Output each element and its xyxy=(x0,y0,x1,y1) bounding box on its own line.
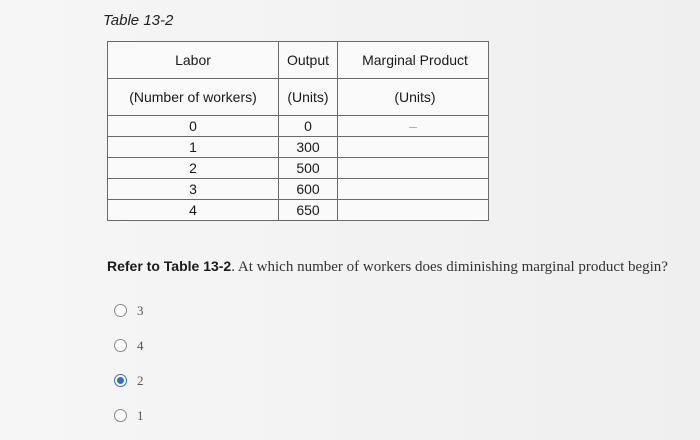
option-label: 2 xyxy=(137,372,144,388)
data-table xyxy=(107,41,489,221)
cell-mp xyxy=(338,200,489,221)
radio-button-selected[interactable] xyxy=(114,374,127,387)
table-subheader-row xyxy=(108,79,489,116)
cell-output: 600 xyxy=(279,179,338,200)
option-label: 4 xyxy=(137,337,144,353)
table-header-row xyxy=(108,42,489,79)
question-text xyxy=(107,258,668,276)
cell-mp xyxy=(338,179,489,200)
header-marginal-product: Marginal Product xyxy=(338,42,489,79)
cell-output: 650 xyxy=(279,200,338,221)
table-row xyxy=(108,158,489,179)
table-title: Table 13-2 xyxy=(103,12,174,29)
cell-mp xyxy=(338,137,489,158)
cell-workers: 1 xyxy=(108,137,279,158)
header-output-sub: (Units) xyxy=(279,79,338,116)
radio-button[interactable] xyxy=(114,304,127,317)
cell-output: 300 xyxy=(279,137,338,158)
option-3[interactable] xyxy=(114,293,144,328)
radio-button[interactable] xyxy=(114,409,127,422)
radio-button[interactable] xyxy=(114,339,127,352)
answer-options xyxy=(114,293,144,433)
question-reference: Refer to Table 13-2 xyxy=(107,258,232,274)
cell-workers: 3 xyxy=(108,179,279,200)
option-label: 3 xyxy=(137,302,144,318)
cell-mp xyxy=(338,158,489,179)
cell-output: 500 xyxy=(279,158,338,179)
header-labor: Labor xyxy=(108,42,279,79)
table-row xyxy=(108,200,489,221)
radio-dot xyxy=(117,377,124,384)
header-output: Output xyxy=(279,42,338,79)
header-mp-sub: (Units) xyxy=(338,79,489,116)
table-row xyxy=(108,179,489,200)
cell-workers: 4 xyxy=(108,200,279,221)
cell-workers: 2 xyxy=(108,158,279,179)
cell-mp: – xyxy=(338,116,489,137)
option-2[interactable] xyxy=(114,363,144,398)
table-row xyxy=(108,116,489,137)
table-row xyxy=(108,137,489,158)
option-label: 1 xyxy=(137,407,144,423)
question-body: . At which number of workers does diminishing marginal product begin? xyxy=(231,259,668,275)
option-4[interactable] xyxy=(114,328,144,363)
cell-workers: 0 xyxy=(108,116,279,137)
cell-output: 0 xyxy=(279,116,338,137)
header-labor-sub: (Number of workers) xyxy=(108,79,279,116)
option-1[interactable] xyxy=(114,398,144,433)
